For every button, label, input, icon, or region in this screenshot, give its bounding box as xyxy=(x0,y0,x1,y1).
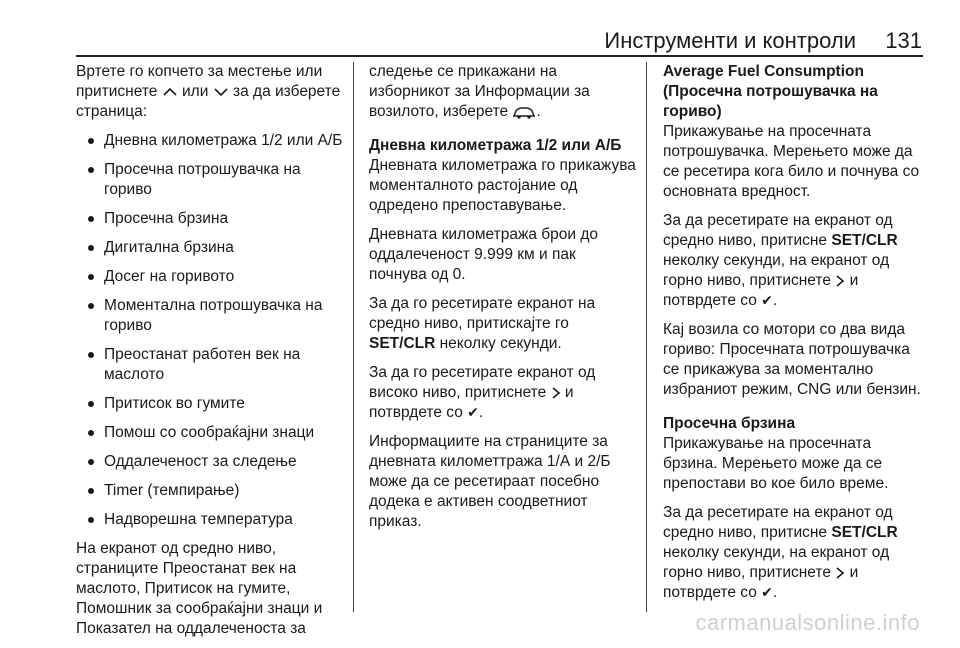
paragraph: Дневната километража брои до оддалеченост 9.999 км и пак почнува од 0. xyxy=(369,226,599,283)
list-item: Оддалеченост за следење xyxy=(76,452,344,472)
chevron-up-icon xyxy=(162,86,178,98)
column-divider xyxy=(646,62,647,612)
paragraph: За да ресетирате на екранот од средно ниво, притисне SET/CLR неколку секунди, на екранот од горно ниво, притиснете и потврдете со ✔. xyxy=(663,504,898,601)
section-heading: Average Fuel Consumption (Просечна потрошувачка на гориво) xyxy=(663,63,878,120)
paragraph: За да го ресетирате екранот од високо ниво, притиснете и потврдете со ✔. xyxy=(369,364,596,421)
paragraph: Кај возила со мотори со два вида гориво: Просечната потрошувачка се прикажува за моментално избраниот режим, CNG или бензин. xyxy=(663,321,921,398)
list-item: Timer (темпирање) xyxy=(76,481,344,501)
list-item: Досег на горивото xyxy=(76,267,344,287)
page-title: Инструменти и контроли xyxy=(604,28,856,53)
list-item: Надворешна температура xyxy=(76,510,344,530)
list-item: Просечна потрошувачка на гориво xyxy=(76,160,344,200)
checkmark-icon: ✔ xyxy=(467,405,479,421)
intro-paragraph: Вртете го копчето за местење или притиснете или за да изберете страница: xyxy=(76,63,341,120)
chevron-right-icon xyxy=(835,274,845,288)
section-heading: Просечна брзина xyxy=(663,415,796,432)
list-item: Просечна брзина xyxy=(76,209,344,229)
list-item: Дигитална брзина xyxy=(76,238,344,258)
checkmark-icon: ✔ xyxy=(761,293,773,309)
paragraph: За да ресетирате на екранот од средно ниво, притисне SET/CLR неколку секунди, на екранот од горно ниво, притиснете и потврдете со ✔. xyxy=(663,212,898,309)
column-3 xyxy=(663,62,928,612)
column-2 xyxy=(369,62,637,541)
page-number: 131 xyxy=(885,28,922,53)
paragraph: Информациите на страниците за дневната километтража 1/А и 2/Б може да се ресетираат посебно додека е активен соодветниот приказ. xyxy=(369,433,611,530)
chevron-right-icon xyxy=(551,386,561,400)
page-list xyxy=(76,131,344,530)
section-heading: Дневна километража 1/2 или А/Б xyxy=(369,137,622,154)
paragraph: Дневната километража го прикажува моменталното растојание од одредено препоставување. xyxy=(369,157,636,214)
set-clr-label: SET/CLR xyxy=(369,335,436,352)
list-item: Притисок во гумите xyxy=(76,394,344,414)
column-1 xyxy=(76,62,344,648)
paragraph: За да го ресетирате екранот на средно ниво, притискајте го SET/CLR неколку секунди. xyxy=(369,295,596,352)
chevron-down-icon xyxy=(213,86,229,98)
set-clr-label: SET/CLR xyxy=(831,524,898,541)
paragraph: Прикажување на просечната потрошувачка. Мерењето може да се ресетира кога било и почнува со основната вредност. xyxy=(663,123,920,200)
list-item: Преостанат работен век на маслото xyxy=(76,345,344,385)
list-item: Моментална потрошувачка на гориво xyxy=(76,296,344,336)
list-item: Дневна километража 1/2 или А/Б xyxy=(76,131,344,151)
column-divider xyxy=(353,62,354,612)
car-icon xyxy=(512,105,536,119)
chevron-right-icon xyxy=(835,566,845,580)
paragraph: Прикажување на просечната брзина. Мерењето може да се препостави во кое било време. xyxy=(663,435,889,492)
outro-paragraph: На екранот од средно ниво, страниците Преостанат век на маслото, Притисок на гумите, Помошник за сообраќајни знаци и Показател на оддалеченоста за xyxy=(76,540,323,637)
list-item: Помош со сообраќајни знаци xyxy=(76,423,344,443)
header-rule xyxy=(76,55,923,57)
paragraph: следење се прикажани на изборникот за Информации за возилото, изберете . xyxy=(369,63,590,120)
checkmark-icon: ✔ xyxy=(761,585,773,601)
set-clr-label: SET/CLR xyxy=(831,232,898,249)
watermark: carmanualsonline.info xyxy=(695,610,920,635)
